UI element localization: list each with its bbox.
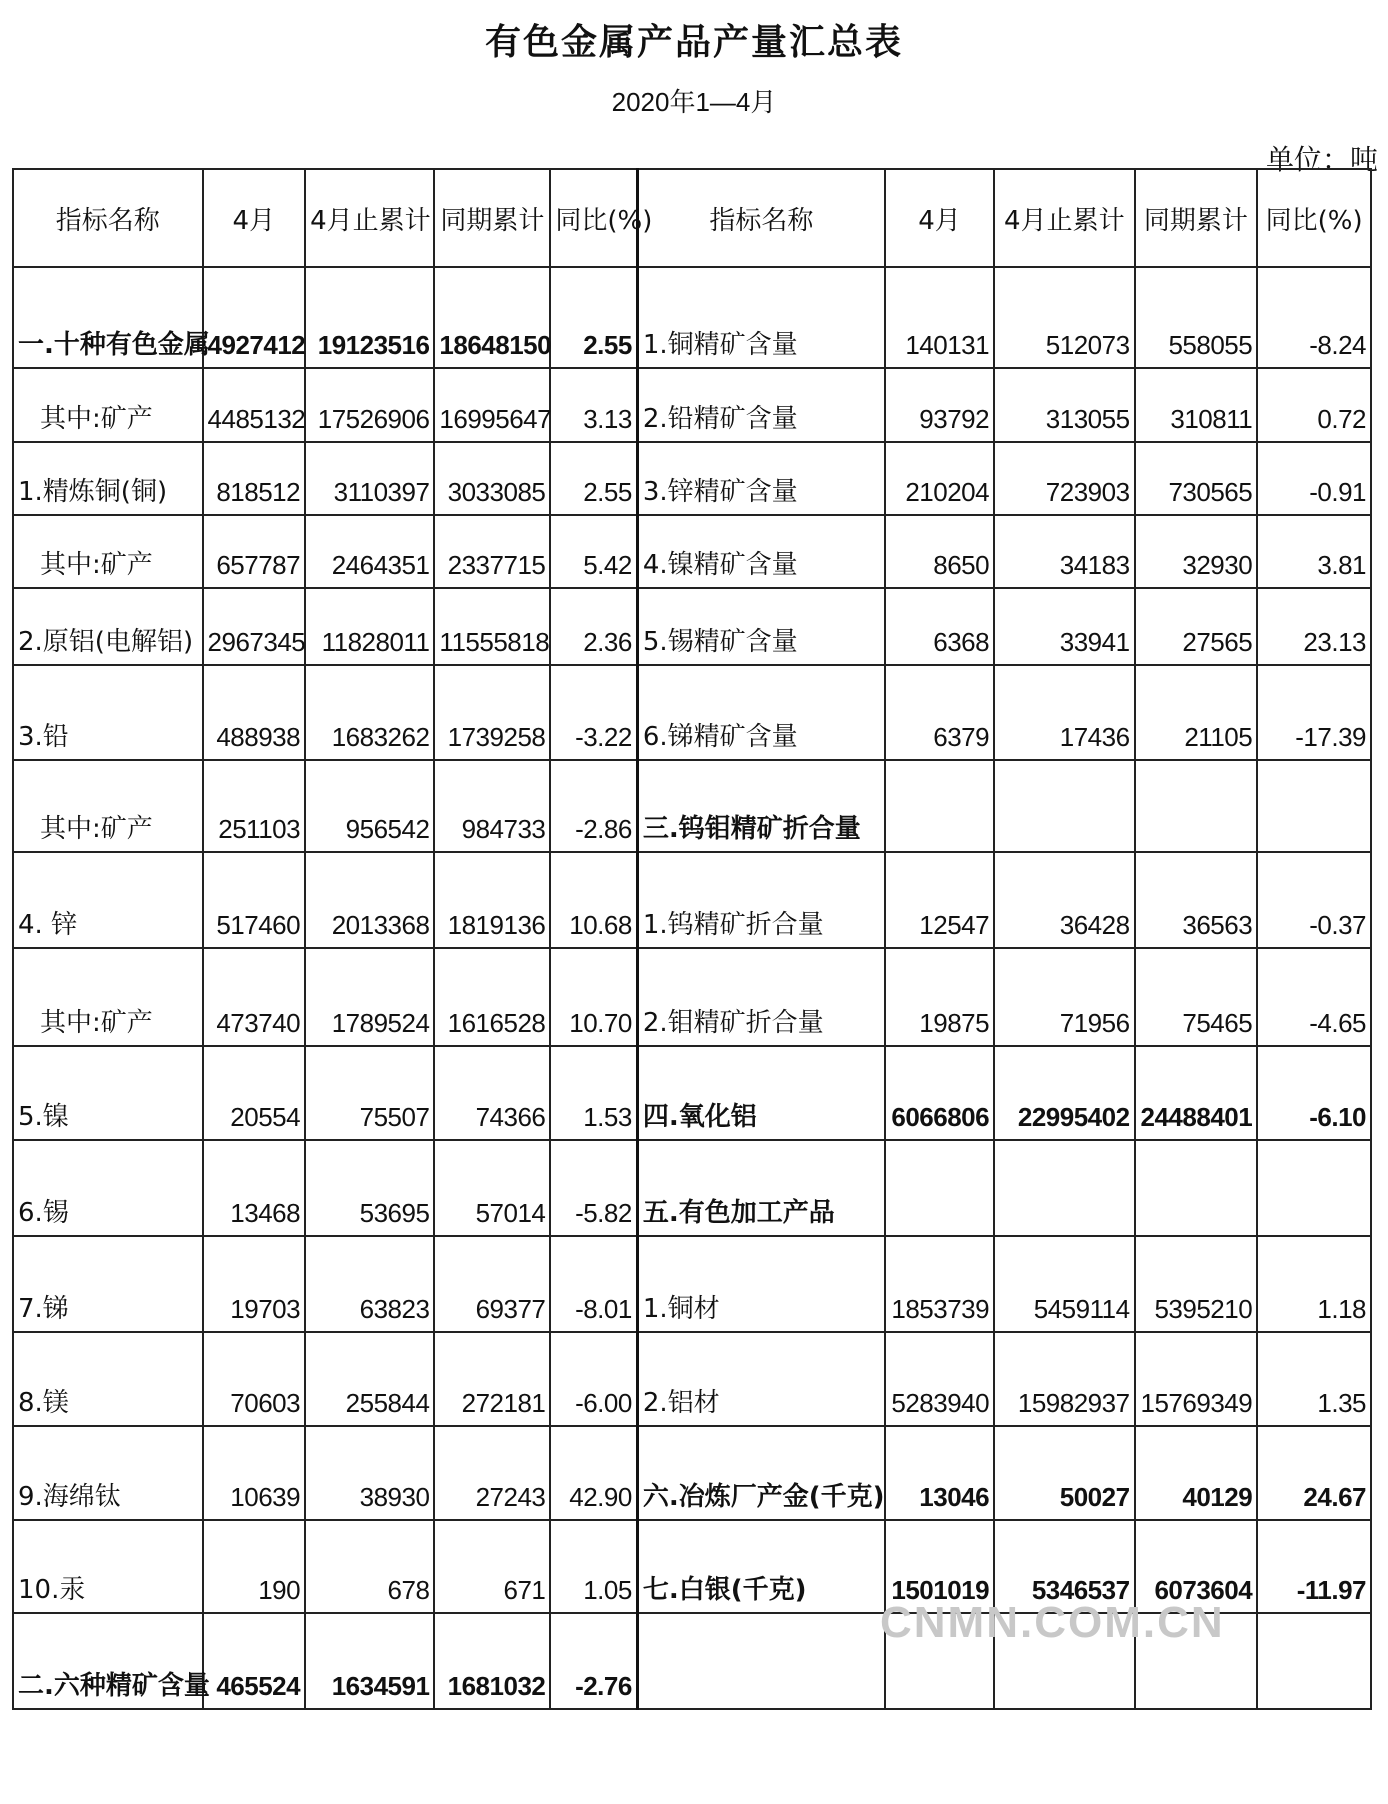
left-value-cell: 2967345 [203,588,306,665]
right-value-cell [1257,1613,1371,1709]
table-row [13,1046,1371,1140]
table-body [13,267,1371,1709]
header-cell: 4月止累计 [994,169,1134,267]
right-indicator-name: 5.锡精矿含量 [637,588,885,665]
left-value-cell: 1634591 [305,1613,434,1709]
production-table [12,168,1372,1710]
left-value-cell: 2.36 [550,588,637,665]
table-row [13,665,1371,760]
left-value-cell: 10.68 [550,852,637,948]
right-value-cell: 723903 [994,442,1134,515]
header-cell: 4月 [885,169,994,267]
left-value-cell: 488938 [203,665,306,760]
left-value-cell: 16995647 [434,368,550,442]
left-value-cell: 27243 [434,1426,550,1520]
right-indicator-name: 四.氧化铝 [637,1046,885,1140]
left-value-cell: 465524 [203,1613,306,1709]
right-value-cell: 21105 [1135,665,1258,760]
right-value-cell: 24.67 [1257,1426,1371,1520]
left-value-cell: 2464351 [305,515,434,588]
left-indicator-name: 其中:矿产 [13,760,203,852]
left-value-cell: -3.22 [550,665,637,760]
right-value-cell [1257,760,1371,852]
header-cell: 4月 [203,169,306,267]
left-value-cell: 2.55 [550,267,637,368]
left-value-cell: 1.53 [550,1046,637,1140]
left-value-cell: 956542 [305,760,434,852]
right-value-cell: 558055 [1135,267,1258,368]
left-indicator-name: 10.汞 [13,1520,203,1613]
left-value-cell: 272181 [434,1332,550,1426]
left-value-cell: 11828011 [305,588,434,665]
right-indicator-name: 1.铜精矿含量 [637,267,885,368]
left-value-cell: 1683262 [305,665,434,760]
unit-label: 单位：吨 [1265,143,1378,176]
left-value-cell: 3110397 [305,442,434,515]
header-cell: 指标名称 [13,169,203,267]
left-value-cell: 3033085 [434,442,550,515]
left-indicator-name: 8.镁 [13,1332,203,1426]
right-indicator-name: 三.钨钼精矿折合量 [637,760,885,852]
left-value-cell: -5.82 [550,1140,637,1236]
header-cell: 同期累计 [1135,169,1258,267]
right-value-cell: 5283940 [885,1332,994,1426]
left-value-cell: 20554 [203,1046,306,1140]
left-indicator-name: 3.铅 [13,665,203,760]
right-indicator-name [637,1613,885,1709]
left-value-cell: 4485132 [203,368,306,442]
left-indicator-name: 其中:矿产 [13,368,203,442]
right-value-cell: -0.37 [1257,852,1371,948]
left-value-cell: 818512 [203,442,306,515]
right-value-cell: 310811 [1135,368,1258,442]
right-value-cell: 50027 [994,1426,1134,1520]
left-value-cell: 18648150 [434,267,550,368]
right-value-cell: 13046 [885,1426,994,1520]
table-row [13,1426,1371,1520]
table-row [13,1140,1371,1236]
right-value-cell: -8.24 [1257,267,1371,368]
right-indicator-name: 2.铅精矿含量 [637,368,885,442]
left-value-cell: 38930 [305,1426,434,1520]
right-indicator-name: 6.锑精矿含量 [637,665,885,760]
right-value-cell: 512073 [994,267,1134,368]
right-indicator-name: 3.锌精矿含量 [637,442,885,515]
table-row [13,267,1371,368]
left-value-cell: 1739258 [434,665,550,760]
right-value-cell: 36428 [994,852,1134,948]
header-cell: 4月止累计 [305,169,434,267]
right-value-cell: 93792 [885,368,994,442]
left-value-cell: 63823 [305,1236,434,1332]
left-value-cell: 1789524 [305,948,434,1046]
right-value-cell: 75465 [1135,948,1258,1046]
right-indicator-name: 五.有色加工产品 [637,1140,885,1236]
header-cell: 同期累计 [434,169,550,267]
left-value-cell: 1616528 [434,948,550,1046]
left-value-cell: 19703 [203,1236,306,1332]
left-value-cell: 251103 [203,760,306,852]
header-row [13,169,1371,267]
right-value-cell: 1501019 [885,1520,994,1613]
left-indicator-name: 其中:矿产 [13,948,203,1046]
right-value-cell: 140131 [885,267,994,368]
left-value-cell: 984733 [434,760,550,852]
table-row [13,515,1371,588]
left-value-cell: 678 [305,1520,434,1613]
right-value-cell: -6.10 [1257,1046,1371,1140]
left-value-cell: 17526906 [305,368,434,442]
left-value-cell: 53695 [305,1140,434,1236]
right-value-cell: 3.81 [1257,515,1371,588]
right-value-cell: 6368 [885,588,994,665]
left-value-cell: 10639 [203,1426,306,1520]
header-cell: 指标名称 [637,169,885,267]
left-value-cell: -6.00 [550,1332,637,1426]
right-value-cell: 36563 [1135,852,1258,948]
right-indicator-name: 2.钼精矿折合量 [637,948,885,1046]
right-value-cell: 210204 [885,442,994,515]
left-value-cell: 2.55 [550,442,637,515]
right-value-cell [1135,1140,1258,1236]
left-value-cell: 42.90 [550,1426,637,1520]
header-cell: 同比(%) [550,169,637,267]
right-value-cell: -17.39 [1257,665,1371,760]
right-value-cell [885,760,994,852]
right-value-cell: 71956 [994,948,1134,1046]
left-value-cell: 657787 [203,515,306,588]
left-value-cell: 2013368 [305,852,434,948]
table-row [13,588,1371,665]
left-value-cell: 3.13 [550,368,637,442]
table-row [13,368,1371,442]
right-indicator-name: 六.冶炼厂产金(千克) [637,1426,885,1520]
right-value-cell: 33941 [994,588,1134,665]
left-value-cell: 671 [434,1520,550,1613]
left-value-cell: 69377 [434,1236,550,1332]
right-indicator-name: 1.铜材 [637,1236,885,1332]
right-value-cell: 5459114 [994,1236,1134,1332]
table-row [13,852,1371,948]
left-value-cell: 74366 [434,1046,550,1140]
right-value-cell: 313055 [994,368,1134,442]
right-value-cell [994,1140,1134,1236]
left-value-cell: 75507 [305,1046,434,1140]
left-value-cell: 10.70 [550,948,637,1046]
right-value-cell: -0.91 [1257,442,1371,515]
left-value-cell: 190 [203,1520,306,1613]
left-value-cell: 255844 [305,1332,434,1426]
right-value-cell: 22995402 [994,1046,1134,1140]
right-indicator-name: 4.镍精矿含量 [637,515,885,588]
left-indicator-name: 6.锡 [13,1140,203,1236]
table-row [13,1236,1371,1332]
right-value-cell: 19875 [885,948,994,1046]
left-value-cell: 70603 [203,1332,306,1426]
left-value-cell: 2337715 [434,515,550,588]
right-value-cell: 15769349 [1135,1332,1258,1426]
right-value-cell: 40129 [1135,1426,1258,1520]
left-value-cell: 11555818 [434,588,550,665]
right-value-cell: 1.18 [1257,1236,1371,1332]
left-value-cell: -8.01 [550,1236,637,1332]
left-value-cell: 13468 [203,1140,306,1236]
right-value-cell: -11.97 [1257,1520,1371,1613]
left-value-cell: 517460 [203,852,306,948]
left-value-cell: 19123516 [305,267,434,368]
left-indicator-name: 一.十种有色金属 [13,267,203,368]
left-indicator-name: 二.六种精矿含量 [13,1613,203,1709]
right-value-cell: -4.65 [1257,948,1371,1046]
left-indicator-name: 2.原铝(电解铝) [13,588,203,665]
header-cell: 同比(%) [1257,169,1371,267]
right-value-cell: 730565 [1135,442,1258,515]
page-title: 有色金属产品产量汇总表 [484,22,903,63]
table-row [13,442,1371,515]
left-value-cell: 1819136 [434,852,550,948]
right-value-cell: 12547 [885,852,994,948]
right-value-cell: 24488401 [1135,1046,1258,1140]
right-value-cell: 6073604 [1135,1520,1258,1613]
right-indicator-name: 1.钨精矿折合量 [637,852,885,948]
right-value-cell: 23.13 [1257,588,1371,665]
right-value-cell: 34183 [994,515,1134,588]
left-indicator-name: 4. 锌 [13,852,203,948]
left-value-cell: -2.86 [550,760,637,852]
left-value-cell: 1.05 [550,1520,637,1613]
right-value-cell: 6066806 [885,1046,994,1140]
right-value-cell [994,760,1134,852]
right-value-cell: 27565 [1135,588,1258,665]
right-value-cell [885,1140,994,1236]
left-value-cell: 1681032 [434,1613,550,1709]
right-value-cell: 5395210 [1135,1236,1258,1332]
right-indicator-name: 2.铝材 [637,1332,885,1426]
left-indicator-name: 9.海绵钛 [13,1426,203,1520]
left-indicator-name: 7.锑 [13,1236,203,1332]
right-value-cell: 8650 [885,515,994,588]
watermark: CNMN.COM.CN [880,1598,1225,1647]
left-value-cell: 473740 [203,948,306,1046]
right-value-cell [1135,760,1258,852]
table-row [13,760,1371,852]
table-row [13,1332,1371,1426]
right-value-cell: 6379 [885,665,994,760]
right-value-cell [1257,1140,1371,1236]
left-value-cell: 5.42 [550,515,637,588]
right-indicator-name: 七.白银(千克) [637,1520,885,1613]
left-value-cell: -2.76 [550,1613,637,1709]
left-indicator-name: 1.精炼铜(铜) [13,442,203,515]
period-subtitle: 2020年1—4月 [611,87,777,117]
right-value-cell: 0.72 [1257,368,1371,442]
right-value-cell: 5346537 [994,1520,1134,1613]
right-value-cell: 1.35 [1257,1332,1371,1426]
right-value-cell: 15982937 [994,1332,1134,1426]
right-value-cell: 17436 [994,665,1134,760]
right-value-cell: 1853739 [885,1236,994,1332]
left-indicator-name: 5.镍 [13,1046,203,1140]
left-value-cell: 57014 [434,1140,550,1236]
table-row [13,948,1371,1046]
left-indicator-name: 其中:矿产 [13,515,203,588]
left-value-cell: 4927412 [203,267,306,368]
right-value-cell: 32930 [1135,515,1258,588]
